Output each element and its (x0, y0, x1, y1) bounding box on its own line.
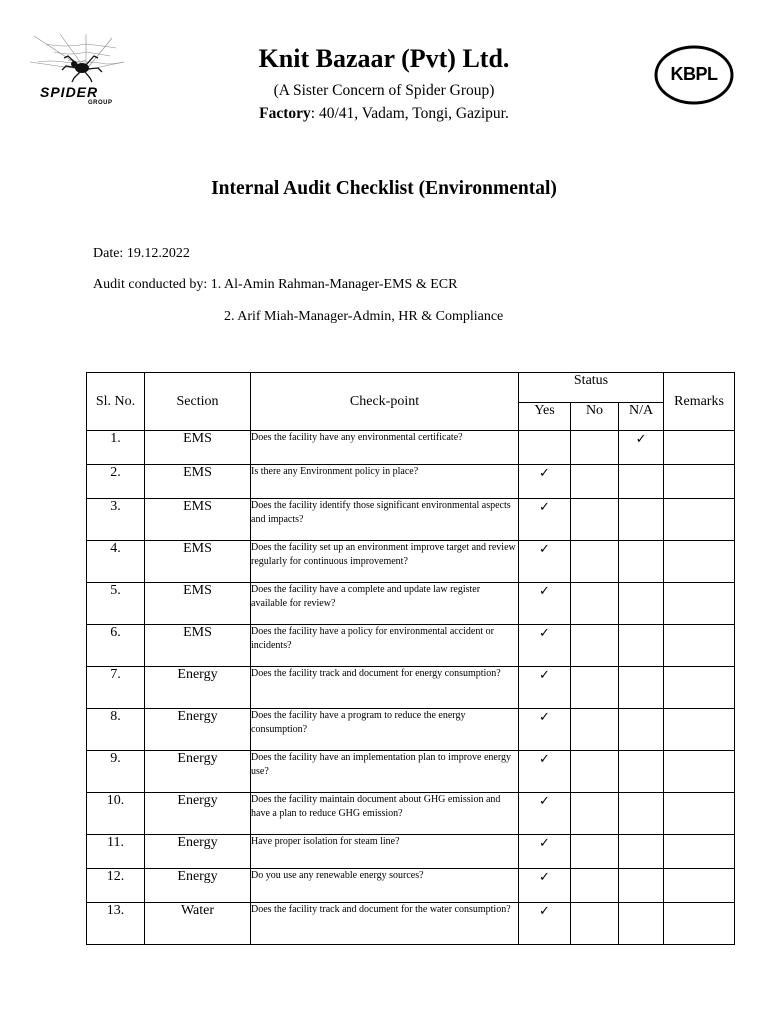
table-row (87, 709, 735, 751)
header-section: Section (145, 373, 251, 431)
cell-yes-checkmark: ✓ (519, 583, 571, 625)
cell-sl-no: 12. (87, 869, 145, 903)
cell-section: Energy (145, 835, 251, 869)
audit-date: Date: 19.12.2022 (93, 246, 190, 261)
cell-sl-no: 9. (87, 751, 145, 793)
header-remarks: Remarks (664, 373, 735, 431)
sister-concern: (A Sister Concern of Spider Group) (273, 82, 495, 99)
cell-na (619, 751, 664, 793)
cell-section: EMS (145, 499, 251, 541)
cell-sl-no: 7. (87, 667, 145, 709)
company-name: Knit Bazaar (Pvt) Ltd. (258, 44, 510, 73)
factory-address (0, 105, 768, 123)
cell-checkpoint: Does the facility set up an environment improve target and review regularly for continuous improvement? (251, 541, 519, 583)
cell-sl-no: 2. (87, 465, 145, 499)
header-checkpoint: Check-point (251, 373, 519, 431)
cell-no (571, 583, 619, 625)
factory-label: Factory (259, 105, 311, 122)
logo-subtext: GROUP (88, 100, 113, 106)
table-row (87, 751, 735, 793)
cell-checkpoint: Does the facility have a complete and update law register available for review? (251, 583, 519, 625)
cell-checkpoint: Does the facility maintain document about GHG emission and have a plan to reduce GHG emission? (251, 793, 519, 835)
cell-checkpoint: Do you use any renewable energy sources? (251, 869, 519, 903)
auditor-line-1: Audit conducted by: 1. Al-Amin Rahman-Manager-EMS & ECR (93, 277, 458, 292)
cell-yes-checkmark: ✓ (519, 835, 571, 869)
logo-wordmark: SPIDER (40, 84, 99, 100)
cell-na (619, 465, 664, 499)
cell-section: Energy (145, 793, 251, 835)
header-yes: Yes (519, 403, 571, 431)
table-row (87, 835, 735, 869)
cell-remarks (664, 499, 735, 541)
cell-no (571, 903, 619, 945)
cell-section: Energy (145, 667, 251, 709)
cell-section: Energy (145, 709, 251, 751)
cell-remarks (664, 625, 735, 667)
cell-remarks (664, 431, 735, 465)
cell-no (571, 499, 619, 541)
cell-no (571, 793, 619, 835)
kbpl-logo-text: KBPL (670, 64, 718, 84)
cell-na (619, 835, 664, 869)
cell-section: Energy (145, 869, 251, 903)
cell-yes-checkmark: ✓ (519, 625, 571, 667)
cell-section: Water (145, 903, 251, 945)
header-status: Status (519, 373, 664, 403)
table-row (87, 869, 735, 903)
cell-checkpoint: Does the facility have any environmental certificate? (251, 431, 519, 465)
cell-yes-checkmark: ✓ (519, 465, 571, 499)
cell-remarks (664, 751, 735, 793)
cell-section: Energy (145, 751, 251, 793)
cell-checkpoint: Does the facility have a policy for environmental accident or incidents? (251, 625, 519, 667)
cell-na-checkmark: ✓ (619, 431, 664, 465)
cell-yes-checkmark: ✓ (519, 541, 571, 583)
cell-remarks (664, 667, 735, 709)
header-no: No (571, 403, 619, 431)
cell-sl-no: 13. (87, 903, 145, 945)
cell-checkpoint: Does the facility identify those significant environmental aspects and impacts? (251, 499, 519, 541)
cell-sl-no: 1. (87, 431, 145, 465)
cell-no (571, 625, 619, 667)
cell-sl-no: 6. (87, 625, 145, 667)
cell-remarks (664, 465, 735, 499)
cell-remarks (664, 583, 735, 625)
cell-yes-checkmark: ✓ (519, 667, 571, 709)
cell-yes-checkmark: ✓ (519, 709, 571, 751)
cell-section: EMS (145, 465, 251, 499)
cell-section: EMS (145, 541, 251, 583)
cell-sl-no: 3. (87, 499, 145, 541)
cell-sl-no: 5. (87, 583, 145, 625)
cell-sl-no: 8. (87, 709, 145, 751)
cell-no (571, 667, 619, 709)
cell-no (571, 709, 619, 751)
cell-yes-checkmark: ✓ (519, 869, 571, 903)
cell-checkpoint: Does the facility have an implementation plan to improve energy use? (251, 751, 519, 793)
cell-remarks (664, 709, 735, 751)
cell-section: EMS (145, 431, 251, 465)
cell-no (571, 431, 619, 465)
cell-na (619, 903, 664, 945)
cell-checkpoint: Does the facility track and document for energy consumption? (251, 667, 519, 709)
cell-sl-no: 11. (87, 835, 145, 869)
table-row (87, 541, 735, 583)
cell-na (619, 583, 664, 625)
cell-checkpoint: Have proper isolation for steam line? (251, 835, 519, 869)
cell-no (571, 541, 619, 583)
audit-checklist-table (86, 372, 735, 945)
cell-sl-no: 4. (87, 541, 145, 583)
table-row (87, 667, 735, 709)
table-row (87, 793, 735, 835)
cell-na (619, 709, 664, 751)
cell-checkpoint: Does the facility have a program to reduce the energy consumption? (251, 709, 519, 751)
cell-remarks (664, 903, 735, 945)
cell-na (619, 499, 664, 541)
cell-checkpoint: Is there any Environment policy in place? (251, 465, 519, 499)
cell-na (619, 869, 664, 903)
cell-no (571, 869, 619, 903)
table-header-row (87, 373, 735, 403)
cell-section: EMS (145, 625, 251, 667)
cell-na (619, 667, 664, 709)
cell-yes-checkmark: ✓ (519, 751, 571, 793)
factory-address-text: : 40/41, Vadam, Tongi, Gazipur. (310, 105, 509, 122)
header-sl-no: Sl. No. (87, 373, 145, 431)
cell-no (571, 835, 619, 869)
cell-checkpoint: Does the facility track and document for the water consumption? (251, 903, 519, 945)
cell-yes-checkmark: ✓ (519, 499, 571, 541)
cell-yes (519, 431, 571, 465)
table-row (87, 465, 735, 499)
cell-sl-no: 10. (87, 793, 145, 835)
cell-no (571, 465, 619, 499)
table-row (87, 431, 735, 465)
header-na: N/A (619, 403, 664, 431)
cell-remarks (664, 793, 735, 835)
cell-na (619, 625, 664, 667)
cell-yes-checkmark: ✓ (519, 793, 571, 835)
cell-na (619, 793, 664, 835)
cell-remarks (664, 835, 735, 869)
cell-remarks (664, 869, 735, 903)
cell-no (571, 751, 619, 793)
document-title: Internal Audit Checklist (Environmental) (211, 178, 557, 199)
cell-remarks (664, 541, 735, 583)
cell-yes-checkmark: ✓ (519, 903, 571, 945)
table-row (87, 499, 735, 541)
cell-na (619, 541, 664, 583)
auditor-line-2: 2. Arif Miah-Manager-Admin, HR & Compliance (224, 309, 504, 324)
table-row (87, 625, 735, 667)
cell-section: EMS (145, 583, 251, 625)
table-row (87, 903, 735, 945)
table-row (87, 583, 735, 625)
